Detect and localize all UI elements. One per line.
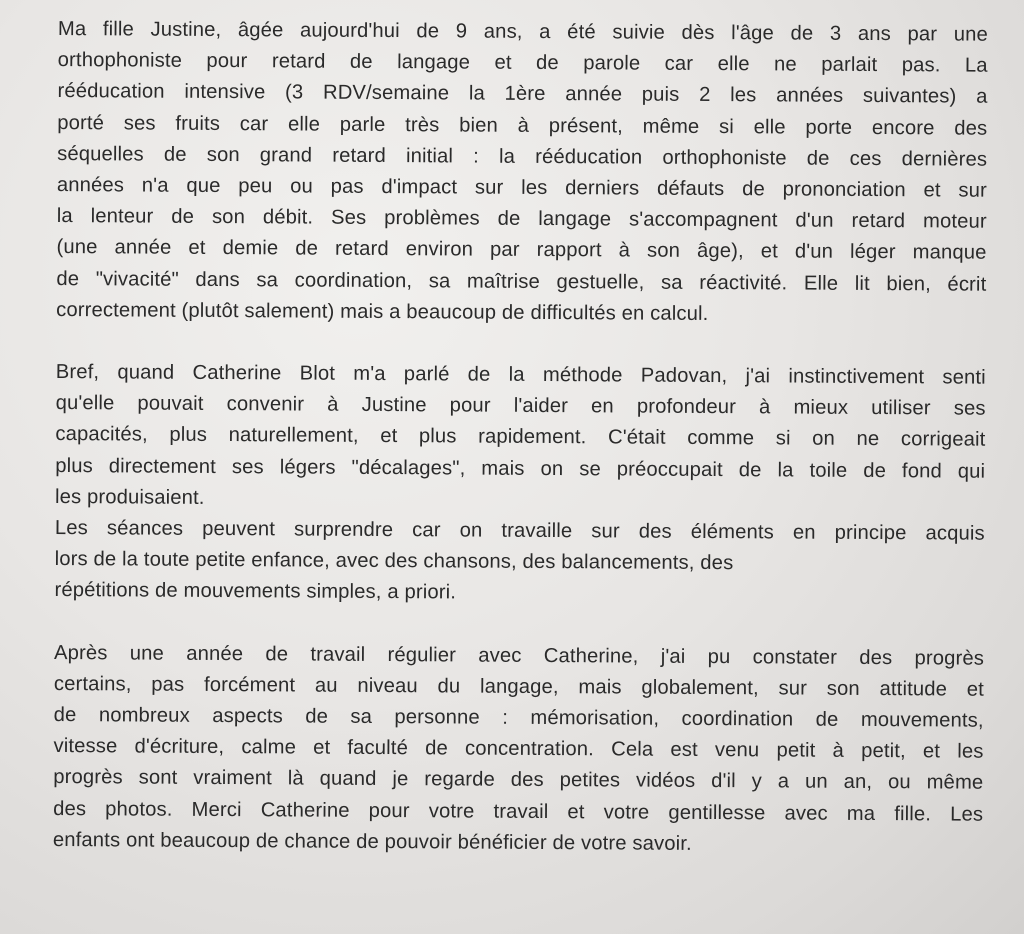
text-line: certains, pas forcément au niveau du langage, mais globalement, sur son attitude et bbox=[53, 672, 984, 701]
text-line: les produisaient. bbox=[54, 485, 205, 509]
text-line: correctement (plutôt salement) mais a beaucoup de difficultés en calcul. bbox=[56, 298, 709, 325]
text-line: lors de la toute petite enfance, avec des chansons, des balancements, des bbox=[54, 548, 734, 575]
text-line: vitesse d'écriture, calme et faculté de concentration. Cela est venu petit à petit, et les bbox=[53, 735, 984, 763]
text-line: des photos. Merci Catherine pour votre travail et votre gentillesse avec ma fille. Les bbox=[53, 797, 984, 826]
text-line: de "vivacité" dans sa coordination, sa maîtrise gestuelle, sa réactivité. Elle lit bien, écrit bbox=[56, 267, 987, 296]
text-line: la lenteur de son débit. Ses problèmes de langage s'accompagnent d'un retard moteur bbox=[56, 205, 987, 233]
testimonial-text bbox=[53, 14, 988, 862]
text-line: Après une année de travail régulier avec Catherine, j'ai pu constater des progrès bbox=[54, 641, 985, 670]
text-line: porté ses fruits car elle parle très bien à présent, même si elle porte encore des bbox=[57, 111, 988, 140]
text-line: qu'elle pouvait convenir à Justine pour l'aider en profondeur à mieux utiliser ses bbox=[55, 392, 986, 420]
text-line: capacités, plus naturellement, et plus rapidement. C'était comme si on ne corrigeait bbox=[55, 423, 986, 452]
text-line: Les séances peuvent surprendre car on travaille sur des éléments en principe acquis bbox=[54, 517, 985, 545]
text-line: plus directement ses légers "décalages", mais on se préoccupait de la toile de fond qui bbox=[55, 454, 986, 483]
text-line: progrès sont vraiment là quand je regarde des petites vidéos d'il y a un an, ou même bbox=[53, 766, 984, 795]
text-line: (une année et demie de retard environ par rapport à son âge), et d'un léger manque bbox=[56, 236, 987, 265]
text-line: de nombreux aspects de sa personne : mémorisation, coordination de mouvements, bbox=[53, 704, 984, 732]
paragraph-3 bbox=[54, 513, 985, 612]
text-line: rééducation intensive (3 RDV/semaine la 1ère année puis 2 les années suivantes) a bbox=[57, 80, 988, 109]
text-line: séquelles de son grand retard initial : la rééducation orthophoniste de ces dernières bbox=[57, 142, 988, 171]
text-line: Bref, quand Catherine Blot m'a parlé de la méthode Padovan, j'ai instinctivement senti bbox=[55, 361, 986, 389]
text-line: enfants ont beaucoup de chance de pouvoir bénéficier de votre savoir. bbox=[52, 828, 692, 855]
paragraph-1 bbox=[56, 14, 988, 332]
text-line: années n'a que peu ou pas d'impact sur les derniers défauts de prononciation et sur bbox=[56, 174, 988, 202]
text-line: orthophoniste pour retard de langage et de parole car elle ne parlait pas. La bbox=[57, 49, 988, 77]
text-line: Ma fille Justine, âgée aujourd'hui de 9 ans, a été suivie dès l'âge de 3 ans par une bbox=[57, 17, 988, 46]
text-line: répétitions de mouvements simples, a priori. bbox=[54, 579, 457, 604]
paragraph-4 bbox=[53, 638, 984, 862]
paragraph-2 bbox=[55, 357, 986, 519]
